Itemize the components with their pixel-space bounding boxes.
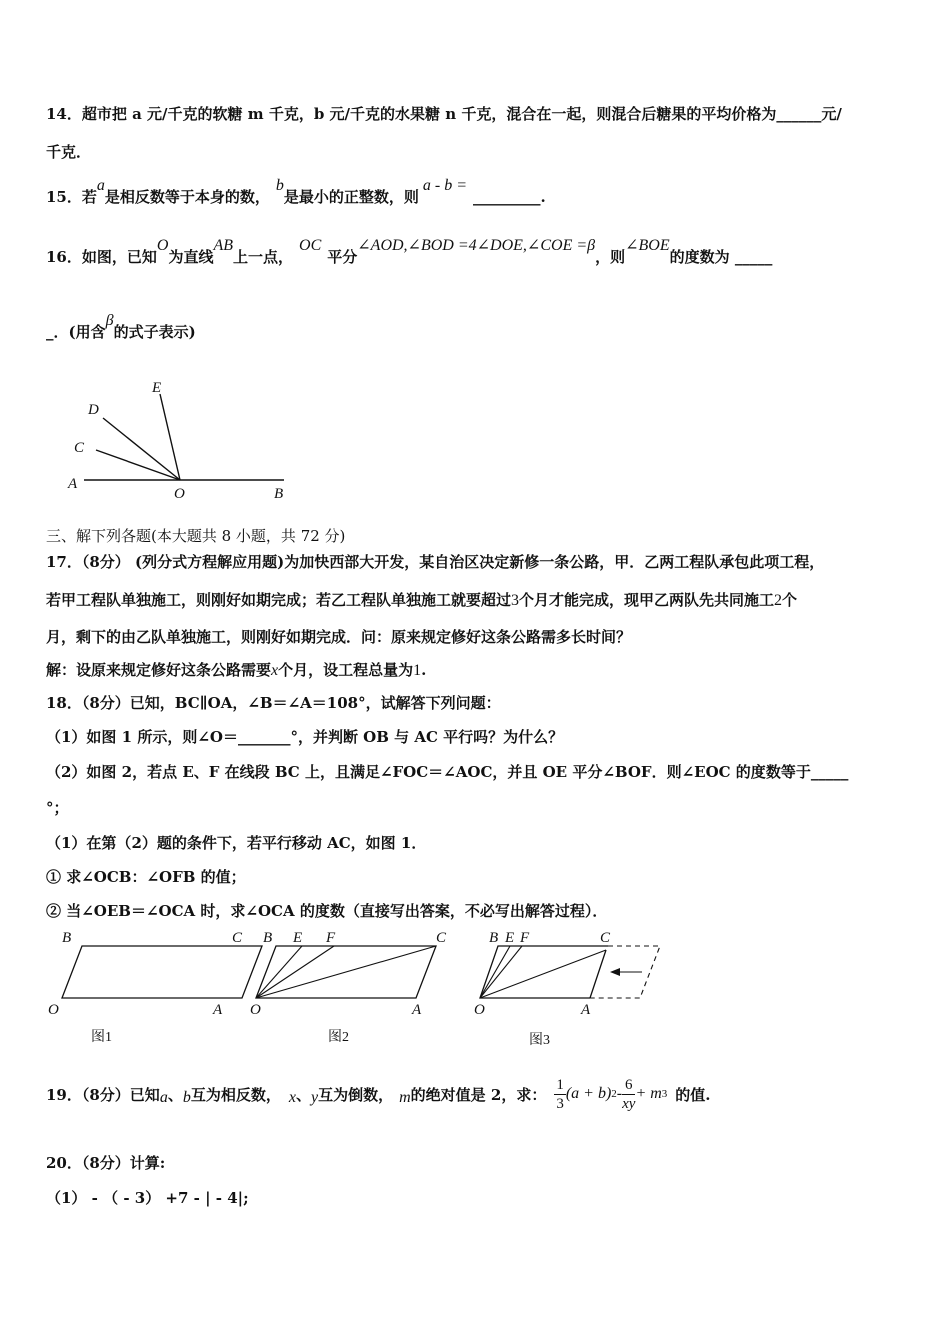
- fig2-label-e: E: [293, 930, 303, 946]
- q16-pre: 16．如图，已知: [46, 248, 157, 266]
- q16-figure: [60, 372, 300, 507]
- fig3-label-c: C: [600, 930, 611, 946]
- label-d: D: [88, 402, 99, 418]
- q17-l4c: .: [421, 661, 427, 679]
- q16-var-oc: OC: [299, 237, 322, 254]
- q19-var-x: x: [288, 1089, 296, 1106]
- q19-t4: 的值.: [675, 1085, 711, 1104]
- fig2-label-a: A: [412, 1002, 422, 1018]
- q18-line5: （1）在第（2）题的条件下，若平行移动 AC，如图 1．: [46, 834, 427, 852]
- fig3-label-f: F: [520, 930, 530, 946]
- q16-line2: [46, 312, 196, 342]
- fig1-parallelogram: [62, 946, 262, 998]
- fig1-label-o: O: [48, 1002, 59, 1018]
- label-e: E: [152, 380, 162, 396]
- q15-var-b: b: [275, 177, 284, 194]
- q16-var-ab: AB: [213, 237, 233, 254]
- q19-sq: 2: [611, 1088, 617, 1100]
- q17-l4a: 解：设原来规定修好这条公路需要: [46, 661, 272, 679]
- q19-t1: 互为相反数，: [190, 1085, 281, 1104]
- q19-frac2: $\frac{6}{xy}$: [622, 1076, 636, 1112]
- q17-line4: [46, 659, 426, 680]
- q16-t1: 为直线: [168, 248, 214, 266]
- label-a: A: [68, 476, 78, 492]
- fig2-label-o: O: [250, 1002, 261, 1018]
- fig1-caption: 图1: [91, 1030, 112, 1045]
- q15-mid1: 是相反数等于本身的数，: [104, 188, 270, 206]
- q16-beta: β: [105, 312, 114, 329]
- fig3-caption: 图3: [529, 1033, 550, 1048]
- q17-num3: 3: [511, 592, 520, 609]
- q18-line6: ① 求∠OCB：∠OFB 的值；: [46, 868, 246, 886]
- fig1: [48, 930, 262, 1018]
- ray-oc: [96, 450, 180, 480]
- q15-mid2: 是最小的正整数，则: [283, 188, 419, 206]
- q18-line7: ② 当∠OEB＝∠OCA 时，求∠OCA 的度数（直接写出答案，不必写出解答过程）．: [46, 902, 608, 920]
- q19-plus-m: + m: [635, 1085, 662, 1102]
- q20-line2: （1） - （ - 3） +7 - | - 4|;: [46, 1189, 249, 1207]
- q19-sep2: 、: [295, 1085, 311, 1104]
- q17-line3: 月，剩下的由乙队单独施工，则刚好如期完成．问：原来规定修好这条公路需多长时间？: [46, 628, 632, 646]
- label-o: O: [174, 486, 185, 502]
- q18-line1: 18．（8分）已知，BC∥OA，∠B＝∠A＝108°，试解答下列问题：: [46, 694, 501, 712]
- q19-frac1: $\frac{1}{3}$: [556, 1076, 564, 1112]
- q19-var-a: a: [159, 1089, 168, 1106]
- q18-line2: （1）如图 1 所示，则∠O＝_______°，并判断 OB 与 AC 平行吗？为什么？: [46, 728, 564, 746]
- q18-figures: [40, 926, 680, 1021]
- q15-var-a: a: [96, 177, 105, 194]
- q19-pre: 19．（8分）已知: [46, 1085, 160, 1104]
- section-heading: 三、解下列各题(本大题共 8 小题，共 72 分): [46, 527, 346, 545]
- fig3-line-ac: [590, 950, 606, 998]
- label-b: B: [274, 486, 284, 502]
- q14-line2: 千克．: [46, 143, 92, 161]
- q19-expression: [554, 1076, 667, 1113]
- q17-l2a: 若甲工程队单独施工，则刚好如期完成；若乙工程队单独施工就要超过: [46, 591, 512, 609]
- fig1-label-b: B: [62, 930, 72, 946]
- q17-l2c: 个: [782, 591, 798, 609]
- fig2-label-c: C: [436, 930, 447, 946]
- fig3-arrow-icon: [610, 968, 620, 976]
- fig2-caption: 图2: [328, 1030, 349, 1045]
- fig3: [474, 930, 660, 1018]
- q19-minus: -: [616, 1085, 623, 1102]
- q17-l2b: 个月才能完成，现甲乙两队先共同施工: [519, 591, 775, 609]
- q19-line: [46, 1070, 711, 1118]
- fig1-label-c: C: [232, 930, 243, 946]
- q15-expr: a - b =: [422, 177, 468, 194]
- q19-sep1: 、: [167, 1085, 183, 1104]
- fig2-label-f: F: [326, 930, 336, 946]
- q20-line1: 20．（8分）计算:: [46, 1154, 166, 1172]
- q18-line3: （2）如图 2，若点 E、F 在线段 BC 上，且满足∠FOC＝∠AOC，并且 OE 平分∠BOF．则∠EOC 的度数等于_____: [46, 763, 849, 781]
- q16-cont1: _．(用含: [46, 323, 106, 341]
- q18-line4: °；: [46, 799, 69, 817]
- fig2-label-b: B: [263, 930, 273, 946]
- q16-cont2: 的式子表示): [113, 323, 196, 341]
- q19-var-y: y: [310, 1089, 319, 1106]
- q16-t2: 上一点，: [233, 248, 294, 266]
- q16-t5: 的度数为 _____: [669, 248, 773, 266]
- label-c: C: [74, 440, 85, 456]
- q17-num1: 1: [413, 662, 422, 679]
- q19-t3: 的绝对值是 2，求：: [410, 1085, 547, 1104]
- q14-line1: 14．超市把 a 元/千克的软糖 m 千克，b 元/千克的水果糖 n 千克，混合在一起，则混合后糖果的平均价格为______元/: [46, 105, 842, 123]
- q16-angle-boe: ∠BOE: [625, 237, 670, 254]
- q17-l4b: 个月，设工程总量为: [278, 661, 414, 679]
- q19-var-b: b: [182, 1089, 191, 1106]
- q15-blank: _________.: [473, 188, 546, 206]
- fig3-label-e: E: [505, 930, 515, 946]
- fig3-label-a: A: [581, 1002, 591, 1018]
- q16-var-o: O: [156, 237, 169, 254]
- q17-line1: 17．（8分） (列分式方程解应用题)为加快西部大开发，某自治区决定新修一条公路，甲．乙两工程队承包此项工程，: [46, 553, 825, 571]
- q19-paren: (a + b): [565, 1085, 612, 1102]
- q15-line: [46, 177, 546, 207]
- fig3-label-b: B: [489, 930, 499, 946]
- q17-var-x: x: [271, 662, 279, 679]
- q19-var-m: m: [399, 1089, 411, 1106]
- q16-condition: ∠AOD,∠BOD =4∠DOE,∠COE =β: [357, 237, 596, 254]
- fig1-label-a: A: [213, 1002, 223, 1018]
- fig2-line-oc: [256, 946, 436, 998]
- q15-pre: 15．若: [46, 188, 97, 206]
- q19-cube: 3: [661, 1088, 668, 1100]
- q16-t4: ，则: [595, 248, 626, 266]
- q17-num2: 2: [774, 592, 783, 609]
- fig3-label-o: O: [474, 1002, 485, 1018]
- q17-line2: [46, 589, 797, 610]
- fig2: [250, 930, 447, 1018]
- q16-t3: 平分: [327, 248, 358, 266]
- q16-line1: [46, 237, 773, 267]
- q19-t2: 互为倒数，: [318, 1085, 394, 1104]
